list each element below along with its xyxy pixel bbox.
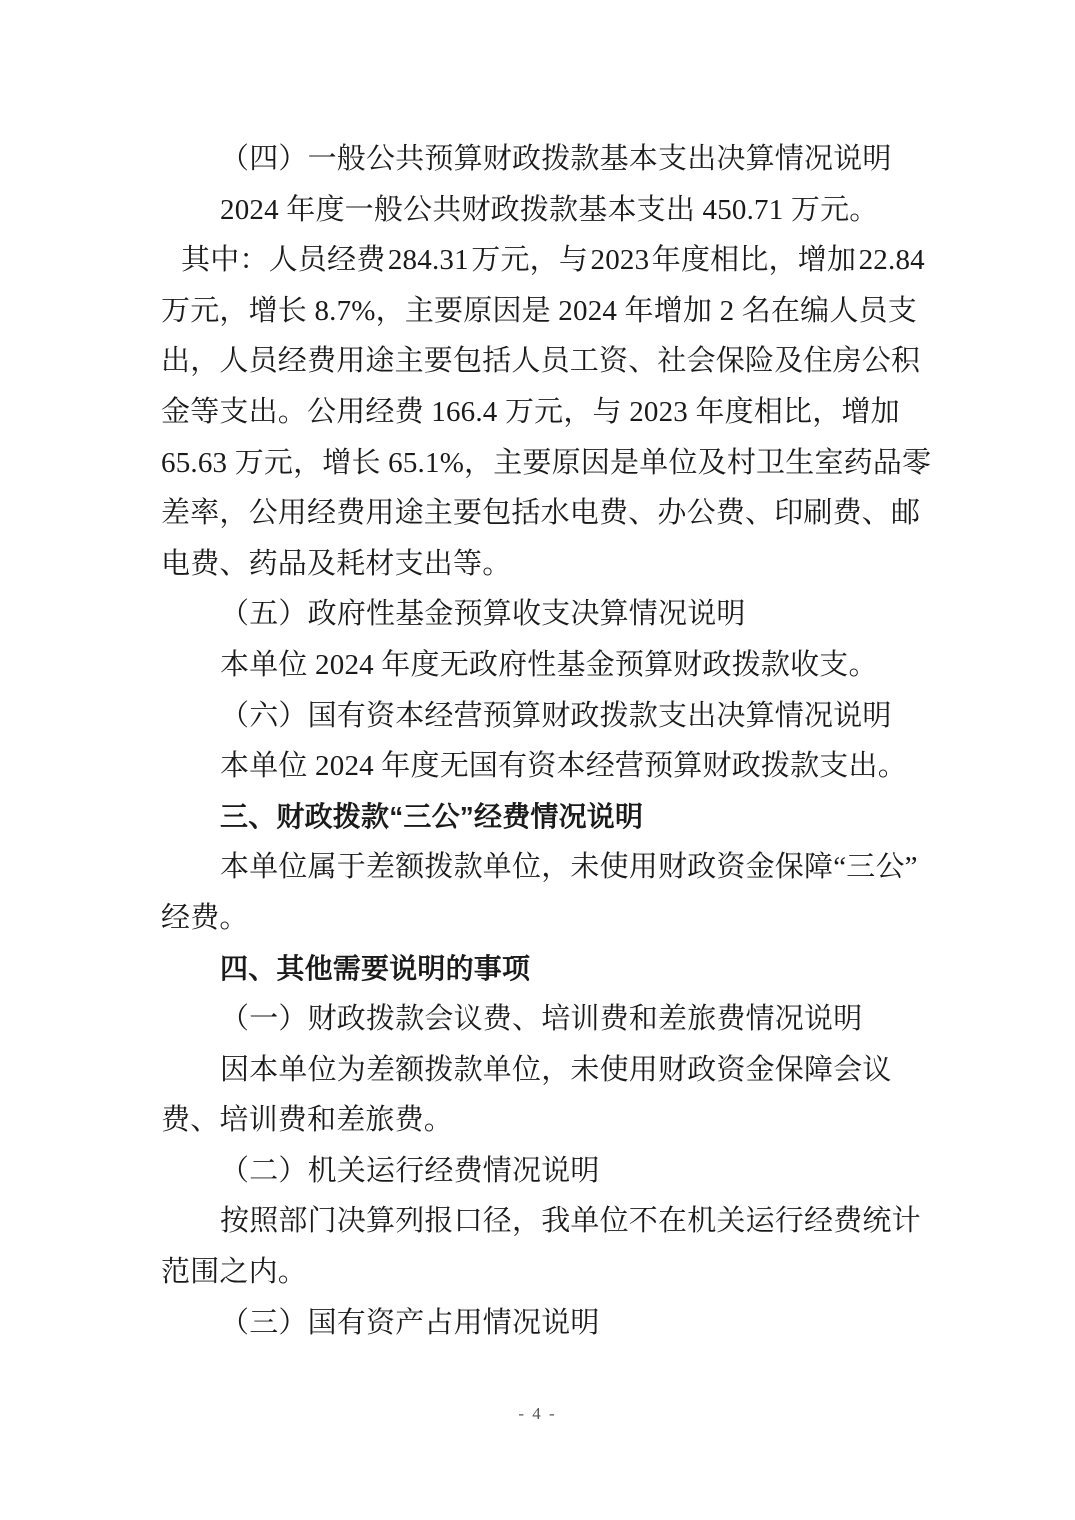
body-line: 金等支出。公用经费 166.4 万元，与 2023 年度相比，增加 — [161, 395, 900, 428]
subsection-heading: （四）一般公共预算财政拨款基本支出决算情况说明 — [220, 143, 892, 175]
section-heading: 三、财政拨款“三公”经费情况说明 — [220, 800, 644, 832]
subsection-heading: （三）国有资产占用情况说明 — [220, 1306, 600, 1339]
subsection-heading: （五）政府性基金预算收支决算情况说明 — [220, 598, 746, 631]
subsection-heading: （一）财政拨款会议费、培训费和差旅费情况说明 — [220, 1003, 863, 1036]
document-body — [161, 134, 932, 1348]
subsection-heading: （六）国有资本经营预算财政拨款支出决算情况说明 — [220, 699, 892, 732]
section-heading: 四、其他需要说明的事项 — [220, 952, 531, 984]
body-line: 电费、药品及耗材支出等。 — [161, 547, 512, 580]
body-line: 其中：人员经费 284.31 万元，与 2023 年度相比，增加 22.84 — [181, 244, 925, 277]
body-line: 费、培训费和差旅费。 — [161, 1104, 454, 1137]
subsection-heading: （二）机关运行经费情况说明 — [220, 1154, 600, 1187]
body-line: 因本单位为差额拨款单位，未使用财政资金保障会议 — [220, 1053, 892, 1086]
body-line: 65.63 万元，增长 65.1%，主要原因是单位及村卫生室药品零 — [161, 446, 932, 479]
body-line: 本单位 2024 年度无国有资本经营预算财政拨款支出。 — [220, 750, 907, 783]
body-line: 经费。 — [161, 901, 249, 934]
body-line: 出，人员经费用途主要包括人员工资、社会保险及住房公积 — [161, 345, 921, 378]
body-line: 万元，增长 8.7%，主要原因是 2024 年增加 2 名在编人员支 — [161, 294, 917, 327]
body-line: 本单位 2024 年度无政府性基金预算财政拨款收支。 — [220, 648, 878, 681]
body-line: 范围之内。 — [161, 1256, 308, 1289]
page-number: - 4 - — [518, 1404, 557, 1423]
body-line: 按照部门决算列报口径，我单位不在机关运行经费统计 — [220, 1205, 921, 1238]
body-line: 差率，公用经费用途主要包括水电费、办公费、印刷费、邮 — [161, 497, 921, 530]
body-line: 本单位属于差额拨款单位，未使用财政资金保障“三公” — [220, 851, 918, 884]
body-line: 2024 年度一般公共财政拨款基本支出 450.71 万元。 — [220, 193, 879, 226]
